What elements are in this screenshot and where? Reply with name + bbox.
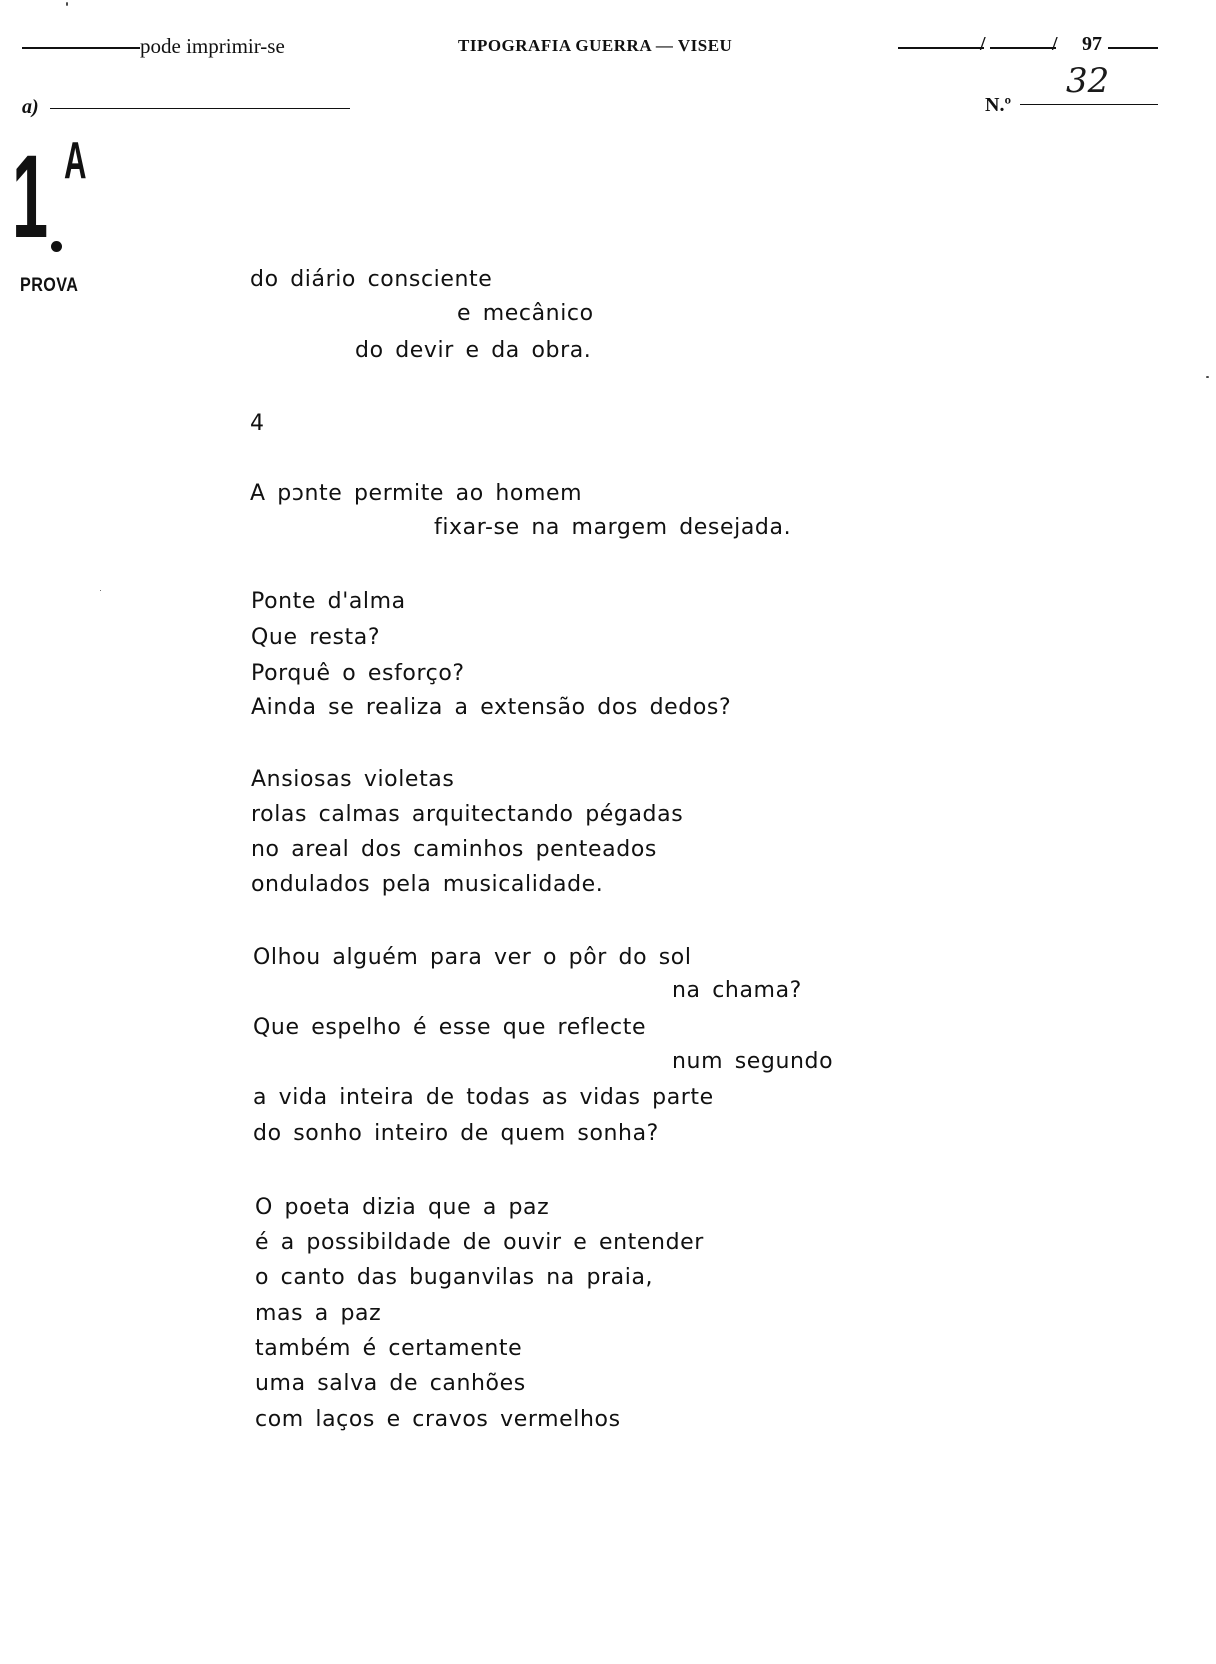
poem-line: fixar-se na margem desejada. (434, 515, 792, 540)
section-number: 4 (250, 411, 265, 436)
poem-line: O poeta dizia que a paz (255, 1195, 550, 1220)
poem-line: Ansiosas violetas (251, 767, 455, 792)
poem-line: no areal dos caminhos penteados (251, 837, 657, 862)
poem-line: A pɔnte permite ao homem (250, 481, 583, 506)
date-day-rule (898, 47, 984, 49)
poem-line: num segundo (672, 1049, 834, 1074)
scan-speck (66, 2, 68, 6)
poem-line: o canto das buganvilas na praia, (255, 1265, 654, 1290)
poem-line: do sonho inteiro de quem sonha? (253, 1121, 659, 1146)
poem-line: Ainda se realiza a extensão dos dedos? (251, 695, 732, 720)
proof-number: 1 (12, 131, 46, 263)
poem-line: na chama? (672, 978, 802, 1003)
date-slash-1: / (980, 33, 986, 55)
poem-line: uma salva de canhões (255, 1371, 526, 1396)
header-center-title: TIPOGRAFIA GUERRA — VISEU (458, 36, 733, 55)
poem-line: Que resta? (251, 625, 381, 650)
proof-label: PROVA (20, 275, 79, 296)
poem-line: também é certamente (255, 1336, 523, 1361)
poem-line: ondulados pela musicalidade. (251, 872, 604, 897)
date-year-rule (1108, 47, 1158, 49)
signature-rule (50, 108, 350, 109)
number-rule (1020, 104, 1158, 105)
poem-line: Olhou alguém para ver o pôr do sol (253, 945, 692, 970)
poem-line: Ponte d'alma (251, 589, 406, 614)
date-year: 97 (1082, 33, 1102, 55)
poem-line: mas a paz (255, 1301, 382, 1326)
poem-line: do devir e da obra. (355, 338, 592, 363)
scan-speck (1206, 376, 1209, 378)
proof-dot (51, 241, 62, 252)
poem-line: Que espelho é esse que reflecte (253, 1015, 647, 1040)
header-left-rule (22, 47, 140, 49)
poem-line: com laços e cravos vermelhos (255, 1407, 621, 1432)
scan-speck (100, 590, 101, 591)
poem-line: do diário consciente (250, 267, 493, 292)
poem-line: Porquê o esforço? (251, 661, 465, 686)
proof-superscript: A (64, 132, 87, 190)
handwritten-number: 32 (1066, 61, 1110, 101)
date-slash-2: / (1052, 33, 1058, 55)
poem-line: rolas calmas arquitectando pégadas (251, 802, 684, 827)
date-month-rule (990, 47, 1056, 49)
number-label: N.º (985, 94, 1012, 116)
header-left-label: pode imprimir-se (140, 34, 285, 58)
poem-line: a vida inteira de todas as vidas parte (253, 1085, 714, 1110)
poem-line: é a possibildade de ouvir e entender (255, 1230, 704, 1255)
poem-line: e mecânico (457, 301, 594, 326)
signature-label: a) (22, 96, 39, 118)
